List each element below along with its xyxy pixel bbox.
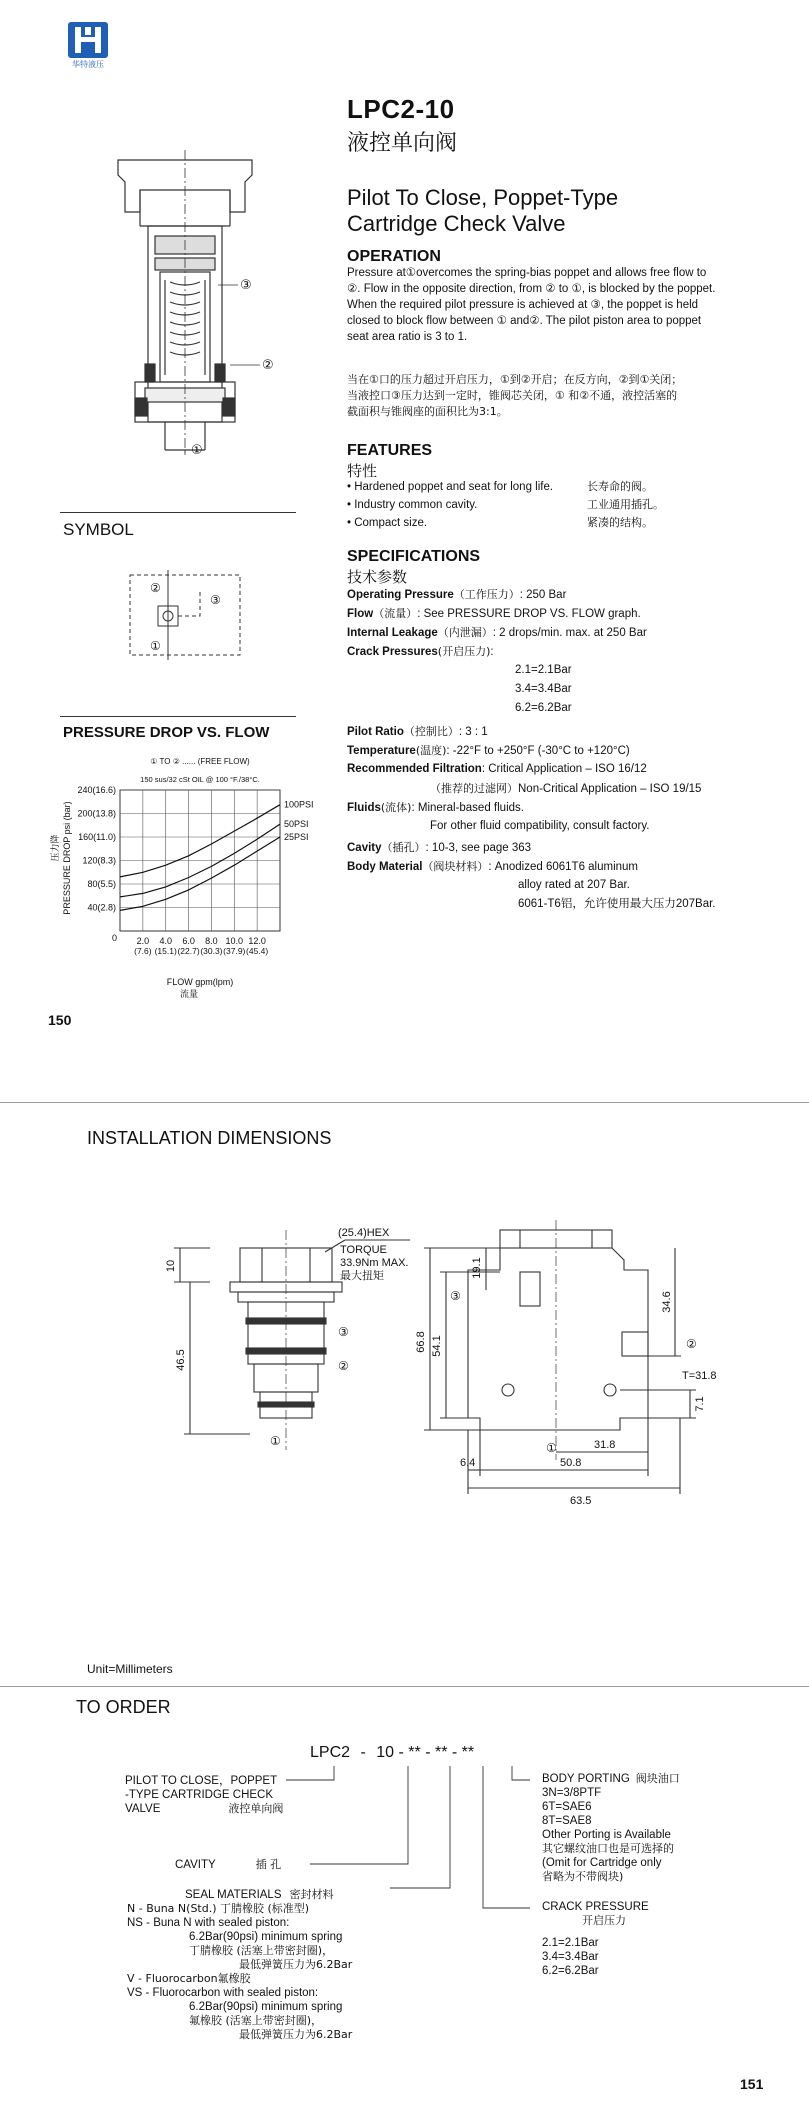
block-port-3: ③ [450,1289,461,1303]
spec-flow: Flow（流量）: See PRESSURE DROP VS. FLOW graph. [347,607,641,620]
install-title: INSTALLATION DIMENSIONS [87,1128,332,1148]
x-tick-label-metric: (45.4) [246,946,269,956]
chart-condition: 150 sus/32 cSt OIL @ 100 °F./38°C. [140,775,260,784]
spec-crack-value: 3.4=3.4Bar [515,683,572,695]
seal-line: 最低弹簧压力为6.2Bar [239,2028,353,2041]
porting-line: 省略为不带阀块) [542,1870,624,1883]
seal-line: V - Fluorocarbon氟橡胶 [127,1972,251,1985]
feature-text: • Compact size. [347,517,428,529]
x-tick-label-metric: (37.9) [223,946,246,956]
y-tick-label: 120(8.3) [82,855,116,866]
crack-line: 3.4=3.4Bar [542,1951,599,1963]
features-list [347,478,664,532]
operation-line: When the required pilot pressure is achieved at ③, the poppet is held [347,299,699,311]
feature-text-cn: 长寿命的阀。 [587,480,653,493]
x-tick-label-metric: (7.6) [134,946,152,956]
crack-line: 2.1=2.1Bar [542,1937,599,1949]
features-heading-cn: 特性 [347,462,378,480]
dim-10: 10 [165,1259,177,1273]
order-desc-line: VALVE 液控单向阀 [125,1802,284,1815]
order-body-porting [542,1772,680,1884]
logo-mark [68,22,108,58]
cartridge-port-2: ② [338,1359,349,1373]
chart-y-ticks [77,785,116,913]
order-code [310,1744,474,1762]
series-label: 100PSI [284,799,314,810]
cartridge-port-1: ① [270,1434,281,1448]
porting-line: (Omit for Cartridge only [542,1857,662,1869]
series-label: 25PSI [284,832,309,842]
torque-label: TORQUE [340,1244,387,1256]
hex-size-label: (25.4)HEX [338,1227,390,1239]
operation-cn-line: 截面积与锥阀座的面积比为3:1。 [347,405,508,418]
dim-46-5: 46.5 [175,1349,187,1371]
spec-crack-value: 2.1=2.1Bar [515,664,572,676]
porting-heading-cn: 阀块油口 [635,1772,680,1785]
spec-filtration: Recommended Filtration: Critical Application – ISO 16/12 [347,763,647,775]
order-seal-list [127,1902,352,2042]
y-tick-label: 80(5.5) [87,879,116,889]
page-subtitle-cn: 液控单向阀 [347,131,458,156]
block-port-1: ① [546,1441,557,1455]
series-line [120,837,280,910]
y-tick-label: 40(2.8) [87,902,116,913]
spec-filtration-2: （推荐的过滤网）Non-Critical Application – ISO 19/15 [430,782,702,795]
spec-leakage: Internal Leakage（内泄漏）: 2 drops/min. max. at 250 Bar [347,626,647,639]
hydraulic-symbol [120,570,250,660]
x-tick-label: 4.0 [159,936,172,946]
chart-legend: ① TO ② ...... (FREE FLOW) [150,757,250,766]
feature-text: • Industry common cavity. [347,499,478,511]
operation-line: closed to block flow between ① and②. The pilot piston area to poppet [347,315,702,327]
spec-body-3: 6061-T6铝，允许使用最大压力207Bar. [518,898,716,910]
operation-text-cn [347,372,767,420]
seal-line: 丁腈橡胶 (活塞上带密封圈)， [189,1944,334,1957]
torque-label-cn: 最大扭矩 [340,1270,384,1282]
seal-line: NS - Buna N with sealed piston: [127,1917,290,1929]
specifications-heading-cn: 技术参数 [347,568,408,586]
feature-item [347,514,664,532]
order-code-porting: ** [461,1744,475,1761]
x-tick-label: 6.0 [182,936,195,946]
symbol-port-1: ① [150,639,161,653]
dim-6-4: 6.4 [460,1457,476,1469]
section-port-3-label: ③ [240,277,252,292]
order-desc-line: PILOT TO CLOSE，POPPET [125,1775,278,1787]
x-tick-label: 8.0 [205,936,218,946]
dim-31-8: 31.8 [594,1439,616,1451]
feature-item [347,496,664,514]
porting-line: 其它螺纹油口也是可选择的 [542,1842,674,1855]
chart-xlabel: FLOW gpm(lpm) [166,977,234,987]
chart-grid [120,790,280,931]
order-code-model: LPC2 [310,1744,351,1761]
chart-ylabel-cn-rot: 压力降 [50,834,60,862]
operation-heading: OPERATION [347,248,441,265]
crack-line: 6.2=6.2Bar [542,1965,599,1977]
dim-66-8: 66.8 [415,1331,427,1353]
chart-zero-label: 0 [111,933,117,943]
seal-line: VS - Fluorocarbon with sealed piston: [127,1987,319,1999]
page-number-right: 151 [740,2076,764,2092]
cartridge-port-3: ③ [338,1325,349,1339]
seal-line: 6.2Bar(90psi) minimum spring [189,2001,343,2013]
order-cavity: CAVITY 插 孔 [175,1858,282,1871]
porting-line: 6T=SAE6 [542,1801,592,1813]
specifications-heading: SPECIFICATIONS [347,548,481,565]
chart-xlabel-cn: 流量 [180,989,199,999]
y-tick-label: 200(13.8) [77,808,116,819]
porting-line: 8T=SAE8 [542,1815,592,1827]
dim-7-1: 7.1 [694,1396,706,1412]
english-name-line-1: Pilot To Close, Poppet-Type [347,185,619,210]
porting-line: 3N=3/8PTF [542,1787,602,1799]
x-tick-label: 2.0 [136,936,150,946]
order-code-crack: ** [434,1744,448,1761]
order-divider [0,1686,809,1687]
feature-item [347,478,664,496]
spec-crack: Crack Pressures(开启压力): [347,645,494,658]
feature-text-cn: 工业通用插孔。 [587,498,664,511]
torque-value: 33.9Nm MAX. [340,1257,409,1269]
section-port-1-label: ① [191,442,203,455]
spec-cavity: Cavity（插孔）: 10-3, see page 363 [347,841,532,854]
order-title: TO ORDER [76,1697,171,1717]
x-tick-label: 10.0 [225,936,244,946]
spec-temperature: Temperature(温度): -22°F to +250°F (-30°C to +120°C) [347,744,630,757]
porting-line: Other Porting is Available [542,1829,671,1841]
series-label: 50PSI [284,819,309,830]
installation-drawing [150,1220,770,1560]
seal-line: N - Buna N(Std.) 丁腈橡胶 (标准型) [127,1902,310,1915]
dim-50-8: 50.8 [560,1457,582,1469]
chart-ylabel: PRESSURE DROP psi (bar) [62,801,72,915]
x-tick-label-metric: (30.3) [200,946,223,956]
chart-rule [60,716,296,717]
order-code-sep: - [360,1744,366,1761]
x-tick-label-metric: (15.1) [154,946,177,956]
order-desc-line: -TYPE CARTRIDGE CHECK [125,1789,274,1801]
dim-54-1: 54.1 [431,1335,443,1357]
operation-line: Pressure at①overcomes the spring-bias poppet and allows free flow to [347,267,707,279]
feature-text: • Hardened poppet and seat for long life. [347,481,554,493]
operation-line: ②. Flow in the opposite direction, from ② to ①, is blocked by the poppet. [347,283,716,295]
crack-heading-cn: 开启压力 [582,1914,626,1927]
seal-line: 6.2Bar(90psi) minimum spring [189,1931,343,1943]
chart-x-ticks [134,936,268,956]
symbol-rule [60,512,296,513]
order-code-sep: - [425,1744,431,1761]
spec-pilot-ratio: Pilot Ratio（控制比）: 3 : 1 [347,725,488,738]
order-seal-heading: SEAL MATERIALS 密封材料 [185,1888,334,1901]
order-desc [125,1774,283,1816]
feature-text-cn: 紧凑的结构。 [587,516,653,529]
seal-line: 氟橡胶 (活塞上带密封圈)， [189,2014,323,2027]
block-port-2: ② [686,1337,697,1351]
order-code-seal: ** [408,1744,421,1761]
spec-crack-value: 6.2=6.2Bar [515,702,572,714]
chart-series [120,805,280,911]
english-name-line-2: Cartridge Check Valve [347,211,566,236]
operation-line: seat area ratio is 3 to 1. [347,331,468,343]
logo-text: 华特液压 [72,60,104,69]
spec-body: Body Material（阀块材料）: Anodized 6061T6 aluminum [347,860,639,873]
seal-line: 最低弹簧压力为6.2Bar [239,1958,353,1971]
symbol-title: SYMBOL [63,520,134,539]
symbol-port-3: ③ [210,593,221,607]
y-tick-label: 160(11.0) [78,832,116,842]
symbol-port-2: ② [150,581,161,595]
x-tick-label-metric: (22.7) [177,946,200,956]
dim-34-6: 34.6 [661,1291,673,1313]
y-tick-label: 240(16.6) [77,785,116,795]
order-crack [542,1900,649,1978]
spec-fluids: Fluids(流体): Mineral-based fluids. [347,801,524,814]
unit-note: Unit=Millimeters [87,1662,173,1676]
features-heading: FEATURES [347,442,433,459]
x-tick-label: 12.0 [248,936,266,946]
dim-63-5: 63.5 [570,1495,592,1507]
section-port-2-label: ② [262,357,274,372]
series-line [120,805,280,877]
order-code-sep: - [451,1744,458,1761]
chart-series-labels [284,800,314,842]
company-logo [68,22,108,70]
spec-fluids-2: For other fluid compatibility, consult factory. [430,820,650,832]
spec-body-2: alloy rated at 207 Bar. [518,879,630,891]
porting-heading: BODY PORTING [542,1773,630,1785]
operation-cn-line: 当液控口③压力达到一定时，锥阀芯关闭，① 和②不通，液控活塞的 [347,389,678,402]
page-number-left: 150 [48,1012,72,1028]
operation-text [347,265,767,345]
valve-section-drawing [100,150,300,455]
page-divider [0,1102,809,1103]
order-code-cavity: 10 [376,1744,395,1761]
pressure-drop-chart [50,748,340,1008]
page-title: LPC2-10 [347,94,455,124]
chart-title: PRESSURE DROP VS. FLOW [63,724,270,741]
operation-cn-line: 当在①口的压力超过开启压力，①到②开启；在反方向，②到①关闭； [347,373,683,386]
crack-heading: CRACK PRESSURE [542,1901,649,1913]
spec-operating-pressure: Operating Pressure（工作压力）: 250 Bar [347,588,567,601]
dim-t-31-8: T=31.8 [682,1370,717,1382]
dim-19-1: 19.1 [471,1257,483,1279]
order-code-sep: - [398,1744,404,1761]
